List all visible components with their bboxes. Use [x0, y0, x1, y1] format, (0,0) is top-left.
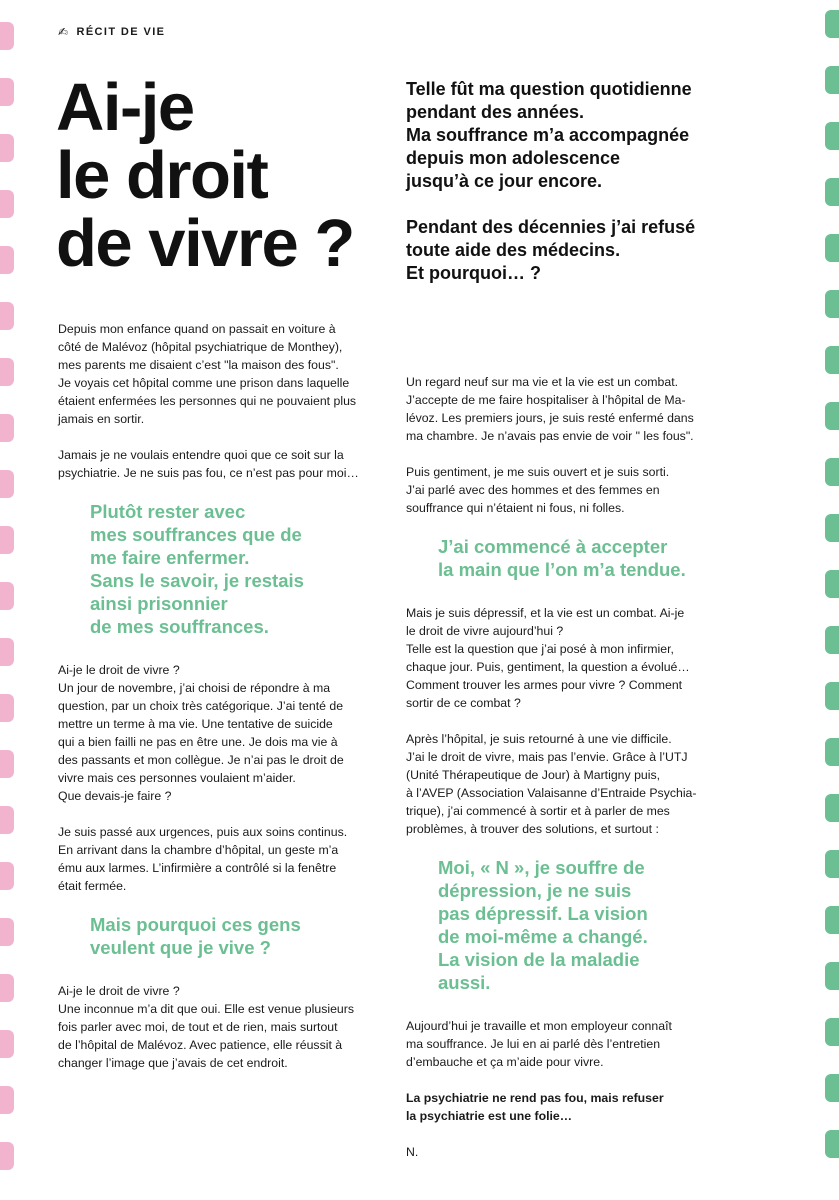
text-line: Un jour de novembre, j’ai choisi de répondre à ma: [58, 681, 331, 695]
body-paragraph: [406, 730, 718, 838]
text-line: était fermée.: [58, 879, 127, 893]
text-line: (Unité Thérapeutique de Jour) à Martigny puis,: [406, 768, 661, 782]
quote-line: veulent que je vive ?: [90, 937, 271, 958]
quote-line: mes souffrances que de: [90, 524, 302, 545]
body-paragraph: [58, 446, 370, 482]
binder-tab: [0, 78, 14, 106]
text-line: J’ai parlé avec des hommes et des femmes en: [406, 483, 660, 497]
pull-quote: [90, 500, 370, 638]
binder-tab: [0, 750, 14, 778]
text-line: Je suis passé aux urgences, puis aux soins continus.: [58, 825, 348, 839]
text-line: Puis gentiment, je me suis ouvert et je suis sorti.: [406, 465, 670, 479]
left-binder-tabs: [0, 0, 22, 1200]
text-line: ma souffrance. Je lui en ai parlé dès l’entretien: [406, 1037, 661, 1051]
binder-tab: [825, 570, 839, 598]
title-line: de vivre ?: [56, 206, 354, 281]
binder-tab: [0, 806, 14, 834]
text-line: Ai-je le droit de vivre ?: [58, 663, 180, 677]
binder-tab: [0, 526, 14, 554]
quote-line: Plutôt rester avec: [90, 501, 246, 522]
quote-line: me faire enfermer.: [90, 547, 250, 568]
text-line: chaque jour. Puis, gentiment, la question a évolué…: [406, 660, 690, 674]
text-line: de l’hôpital de Malévoz. Avec patience, elle réussit à: [58, 1038, 343, 1052]
text-line: qui a bien failli ne pas en être une. Je dois ma vie à: [58, 735, 338, 749]
text-line: ma chambre. Je n’avais pas envie de voir " les fous".: [406, 429, 694, 443]
section-label: RÉCIT DE VIE: [76, 26, 166, 38]
binder-tab: [0, 1086, 14, 1114]
text-line: N.: [406, 1145, 419, 1159]
section-header: [58, 25, 165, 39]
text-line: des passants et mon collègue. Je n’ai pas le droit de: [58, 753, 344, 767]
text-line: Comment trouver les armes pour vivre ? Comment: [406, 678, 683, 692]
intro-line: Telle fût ma question quotidienne: [406, 79, 692, 99]
binder-tab: [825, 962, 839, 990]
binder-tab: [825, 906, 839, 934]
binder-tab: [825, 10, 839, 38]
text-line: trique), j’ai commencé à sortir et à parler de mes: [406, 804, 670, 818]
text-line: Mais je suis dépressif, et la vie est un combat. Ai-je: [406, 606, 685, 620]
text-line: Jamais je ne voulais entendre quoi que ce soit sur la: [58, 448, 344, 462]
binder-tab: [825, 346, 839, 374]
intro-paragraph: [406, 216, 766, 285]
pen-icon: ✍: [58, 25, 70, 39]
text-line: Je voyais cet hôpital comme une prison dans laquelle: [58, 376, 350, 390]
quote-line: ainsi prisonnier: [90, 593, 228, 614]
right-binder-tabs: [817, 0, 839, 1200]
text-line: mettre un terme à ma vie. Une tentative de suicide: [58, 717, 333, 731]
text-line: Une inconnue m’a dit que oui. Elle est venue plusieurs: [58, 1002, 354, 1016]
binder-tab: [825, 178, 839, 206]
binder-tab: [825, 738, 839, 766]
binder-tab: [0, 302, 14, 330]
binder-tab: [0, 22, 14, 50]
intro-line: toute aide des médecins.: [406, 240, 621, 260]
binder-tab: [0, 1030, 14, 1058]
quote-line: de mes souffrances.: [90, 616, 269, 637]
body-paragraph: [406, 1143, 718, 1161]
binder-tab: [825, 682, 839, 710]
binder-tab: [825, 626, 839, 654]
intro-line: Ma souffrance m’a accompagnée: [406, 125, 690, 145]
binder-tab: [0, 414, 14, 442]
right-column: [406, 373, 718, 1179]
binder-tab: [825, 850, 839, 878]
page-title: [56, 70, 354, 281]
binder-tab: [825, 1130, 839, 1158]
text-line: question, par un choix très catégorique. J’ai tenté de: [58, 699, 344, 713]
binder-tab: [825, 514, 839, 542]
quote-line: de moi-même a changé.: [438, 926, 648, 947]
text-line: ému aux larmes. L’infirmière a contrôlé si la fenêtre: [58, 861, 337, 875]
binder-tab: [0, 246, 14, 274]
text-line: vivre mais ces personnes voulaient m’aider.: [58, 771, 296, 785]
text-line: mes parents me disaient c’est "la maison des fous".: [58, 358, 339, 372]
body-paragraph: [406, 604, 718, 712]
binder-tab: [0, 862, 14, 890]
pull-quote: [438, 535, 718, 581]
binder-tab: [825, 234, 839, 262]
text-line: côté de Malévoz (hôpital psychiatrique de Monthey),: [58, 340, 343, 354]
text-line: jamais en sortir.: [58, 412, 145, 426]
quote-line: Sans le savoir, je restais: [90, 570, 304, 591]
body-paragraph: [58, 982, 370, 1072]
intro-lead: [406, 78, 766, 308]
text-line: Telle est la question que j’ai posé à mon infirmier,: [406, 642, 674, 656]
binder-tab: [825, 66, 839, 94]
body-paragraph: [58, 661, 370, 805]
binder-tab: [0, 358, 14, 386]
text-line: à l’AVEP (Association Valaisanne d’Entraide Psychia-: [406, 786, 697, 800]
text-line: Que devais-je faire ?: [58, 789, 172, 803]
text-line: Ai-je le droit de vivre ?: [58, 984, 180, 998]
binder-tab: [0, 694, 14, 722]
body-paragraph: [406, 373, 718, 445]
intro-line: jusqu’à ce jour encore.: [406, 171, 603, 191]
quote-line: J’ai commencé à accepter: [438, 536, 668, 557]
intro-paragraph: [406, 78, 766, 193]
intro-line: Pendant des décennies j’ai refusé: [406, 217, 696, 237]
title-line: Ai-je: [56, 70, 194, 145]
binder-tab: [825, 1074, 839, 1102]
title-line: le droit: [56, 138, 268, 213]
closing-statement: [406, 1089, 718, 1125]
text-line: fois parler avec moi, de tout et de rien, mais surtout: [58, 1020, 338, 1034]
text-line: lévoz. Les premiers jours, je suis resté enfermé dans: [406, 411, 694, 425]
intro-line: depuis mon adolescence: [406, 148, 621, 168]
binder-tab: [0, 638, 14, 666]
intro-line: pendant des années.: [406, 102, 585, 122]
text-line: étaient enfermées les personnes qui ne pouvaient plus: [58, 394, 357, 408]
binder-tab: [825, 458, 839, 486]
body-paragraph: [58, 823, 370, 895]
text-line: La psychiatrie ne rend pas fou, mais refuser: [406, 1091, 664, 1105]
binder-tab: [0, 134, 14, 162]
text-line: problèmes, à trouver des solutions, et surtout :: [406, 822, 659, 836]
binder-tab: [825, 1018, 839, 1046]
text-line: Depuis mon enfance quand on passait en voiture à: [58, 322, 336, 336]
binder-tab: [0, 582, 14, 610]
binder-tab: [825, 794, 839, 822]
quote-line: aussi.: [438, 972, 491, 993]
binder-tab: [825, 122, 839, 150]
text-line: souffrance qui n’étaient ni fous, ni folles.: [406, 501, 625, 515]
text-line: En arrivant dans la chambre d’hôpital, un geste m’a: [58, 843, 339, 857]
text-line: changer l’image que j’avais de cet endroit.: [58, 1056, 288, 1070]
pull-quote: [90, 913, 370, 959]
body-paragraph: [406, 1017, 718, 1071]
binder-tab: [0, 470, 14, 498]
binder-tab: [825, 290, 839, 318]
text-line: d’embauche et ça m’aide pour vivre.: [406, 1055, 604, 1069]
quote-line: pas dépressif. La vision: [438, 903, 648, 924]
quote-line: dépression, je ne suis: [438, 880, 632, 901]
text-line: J’ai le droit de vivre, mais pas l’envie. Grâce à l’UTJ: [406, 750, 688, 764]
body-paragraph: [58, 320, 370, 428]
binder-tab: [0, 974, 14, 1002]
text-line: J’accepte de me faire hospitaliser à l’hôpital de Ma-: [406, 393, 686, 407]
binder-tab: [825, 402, 839, 430]
quote-line: la main que l’on m’a tendue.: [438, 559, 686, 580]
binder-tab: [0, 918, 14, 946]
quote-line: Moi, « N », je souffre de: [438, 857, 645, 878]
intro-line: Et pourquoi… ?: [406, 263, 541, 283]
quote-line: La vision de la maladie: [438, 949, 640, 970]
text-line: Un regard neuf sur ma vie et la vie est un combat.: [406, 375, 679, 389]
binder-tab: [0, 190, 14, 218]
body-paragraph: [406, 463, 718, 517]
left-column: [58, 320, 370, 1090]
text-line: Après l’hôpital, je suis retourné à une vie difficile.: [406, 732, 672, 746]
text-line: sortir de ce combat ?: [406, 696, 521, 710]
text-line: le droit de vivre aujourd’hui ?: [406, 624, 564, 638]
pull-quote: [438, 856, 718, 994]
binder-tab: [0, 1142, 14, 1170]
text-line: Aujourd’hui je travaille et mon employeur connaît: [406, 1019, 672, 1033]
text-line: la psychiatrie est une folie…: [406, 1109, 573, 1123]
text-line: psychiatrie. Je ne suis pas fou, ce n’est pas pour moi…: [58, 466, 359, 480]
quote-line: Mais pourquoi ces gens: [90, 914, 301, 935]
